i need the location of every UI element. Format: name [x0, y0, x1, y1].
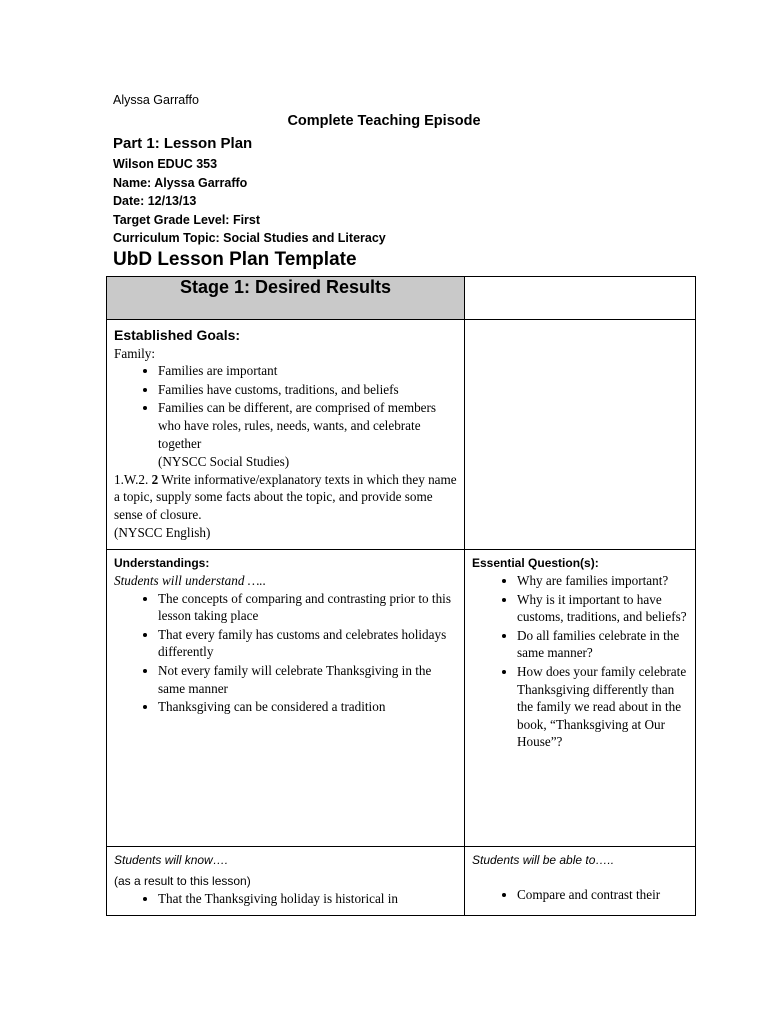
stage1-row	[107, 277, 696, 320]
list-item: • Do all families celebrate in the same manner?	[517, 627, 689, 662]
standard-prefix: 1.W.2.	[114, 471, 149, 487]
lesson-plan-table	[106, 276, 696, 916]
goals-source-social: (NYSCC Social Studies)	[158, 454, 290, 470]
list-item: • Families are important	[158, 362, 458, 380]
know-heading: Students will know….	[114, 853, 229, 867]
goals-heading: Established Goals:	[114, 327, 241, 343]
list-item: • That the Thanksgiving holiday is historical in	[158, 890, 458, 908]
know-list	[114, 890, 458, 908]
author-name: Alyssa Garraffo	[113, 93, 199, 107]
list-item: • Why is it important to have customs, traditions, and beliefs?	[517, 591, 689, 626]
understandings-list	[114, 590, 458, 716]
list-item: • Families have customs, traditions, and beliefs	[158, 381, 458, 399]
document-title: Complete Teaching Episode	[287, 113, 481, 129]
able-cell	[465, 847, 696, 916]
lesson-info	[113, 155, 386, 248]
understandings-cell	[107, 550, 465, 847]
template-title: UbD Lesson Plan Template	[113, 249, 357, 270]
understandings-heading: Understandings:	[114, 556, 210, 570]
standard-description: Write informative/explanatory texts in which they name a topic, supply some facts about the topic, and provide some sense of closure.	[114, 471, 457, 522]
know-cell	[107, 847, 465, 916]
list-item: • Thanksgiving can be considered a tradition	[158, 698, 458, 716]
essential-heading: Essential Question(s):	[472, 556, 599, 570]
list-item: • That every family has customs and celebrates holidays differently	[158, 626, 458, 661]
understandings-row	[107, 550, 696, 847]
info-date: Date: 12/13/13	[113, 194, 197, 208]
family-label: Family:	[114, 345, 156, 361]
info-grade: Target Grade Level: First	[113, 212, 261, 227]
list-item: • Not every family will celebrate Thanksgiving in the same manner	[158, 662, 458, 697]
list-item: • Why are families important?	[517, 572, 689, 590]
stage1-empty-cell	[465, 277, 696, 320]
goals-cell	[107, 320, 465, 550]
able-list	[472, 886, 689, 904]
know-subheading: (as a result to this lesson)	[114, 874, 251, 888]
info-topic: Curriculum Topic: Social Studies and Literacy	[113, 231, 386, 245]
essential-list	[472, 572, 689, 751]
info-course: Wilson EDUC 353	[113, 157, 218, 171]
goals-list	[114, 362, 458, 452]
goals-row	[107, 320, 696, 550]
goals-empty-cell	[465, 320, 696, 550]
stage1-heading: Stage 1: Desired Results	[107, 277, 465, 320]
info-name: Name: Alyssa Garraffo	[113, 175, 248, 190]
list-item: • The concepts of comparing and contrasting prior to this lesson taking place	[158, 590, 458, 625]
standard-text	[114, 471, 458, 524]
part-heading: Part 1: Lesson Plan	[113, 135, 253, 152]
list-item: • How does your family celebrate Thanksgiving differently than the family we read about in the book, “Thanksgiving at Our House”?	[517, 663, 689, 751]
understandings-subheading: Students will understand …..	[114, 573, 267, 588]
know-row	[107, 847, 696, 916]
able-heading: Students will be able to…..	[472, 853, 615, 867]
list-item: • Families can be different, are comprised of members who have roles, rules, needs, wants, and celebrate together	[158, 399, 458, 452]
list-item: • Compare and contrast their	[517, 886, 689, 904]
standard-number: 2	[151, 471, 159, 487]
essential-cell	[465, 550, 696, 847]
goals-source-english: (NYSCC English)	[114, 524, 211, 540]
